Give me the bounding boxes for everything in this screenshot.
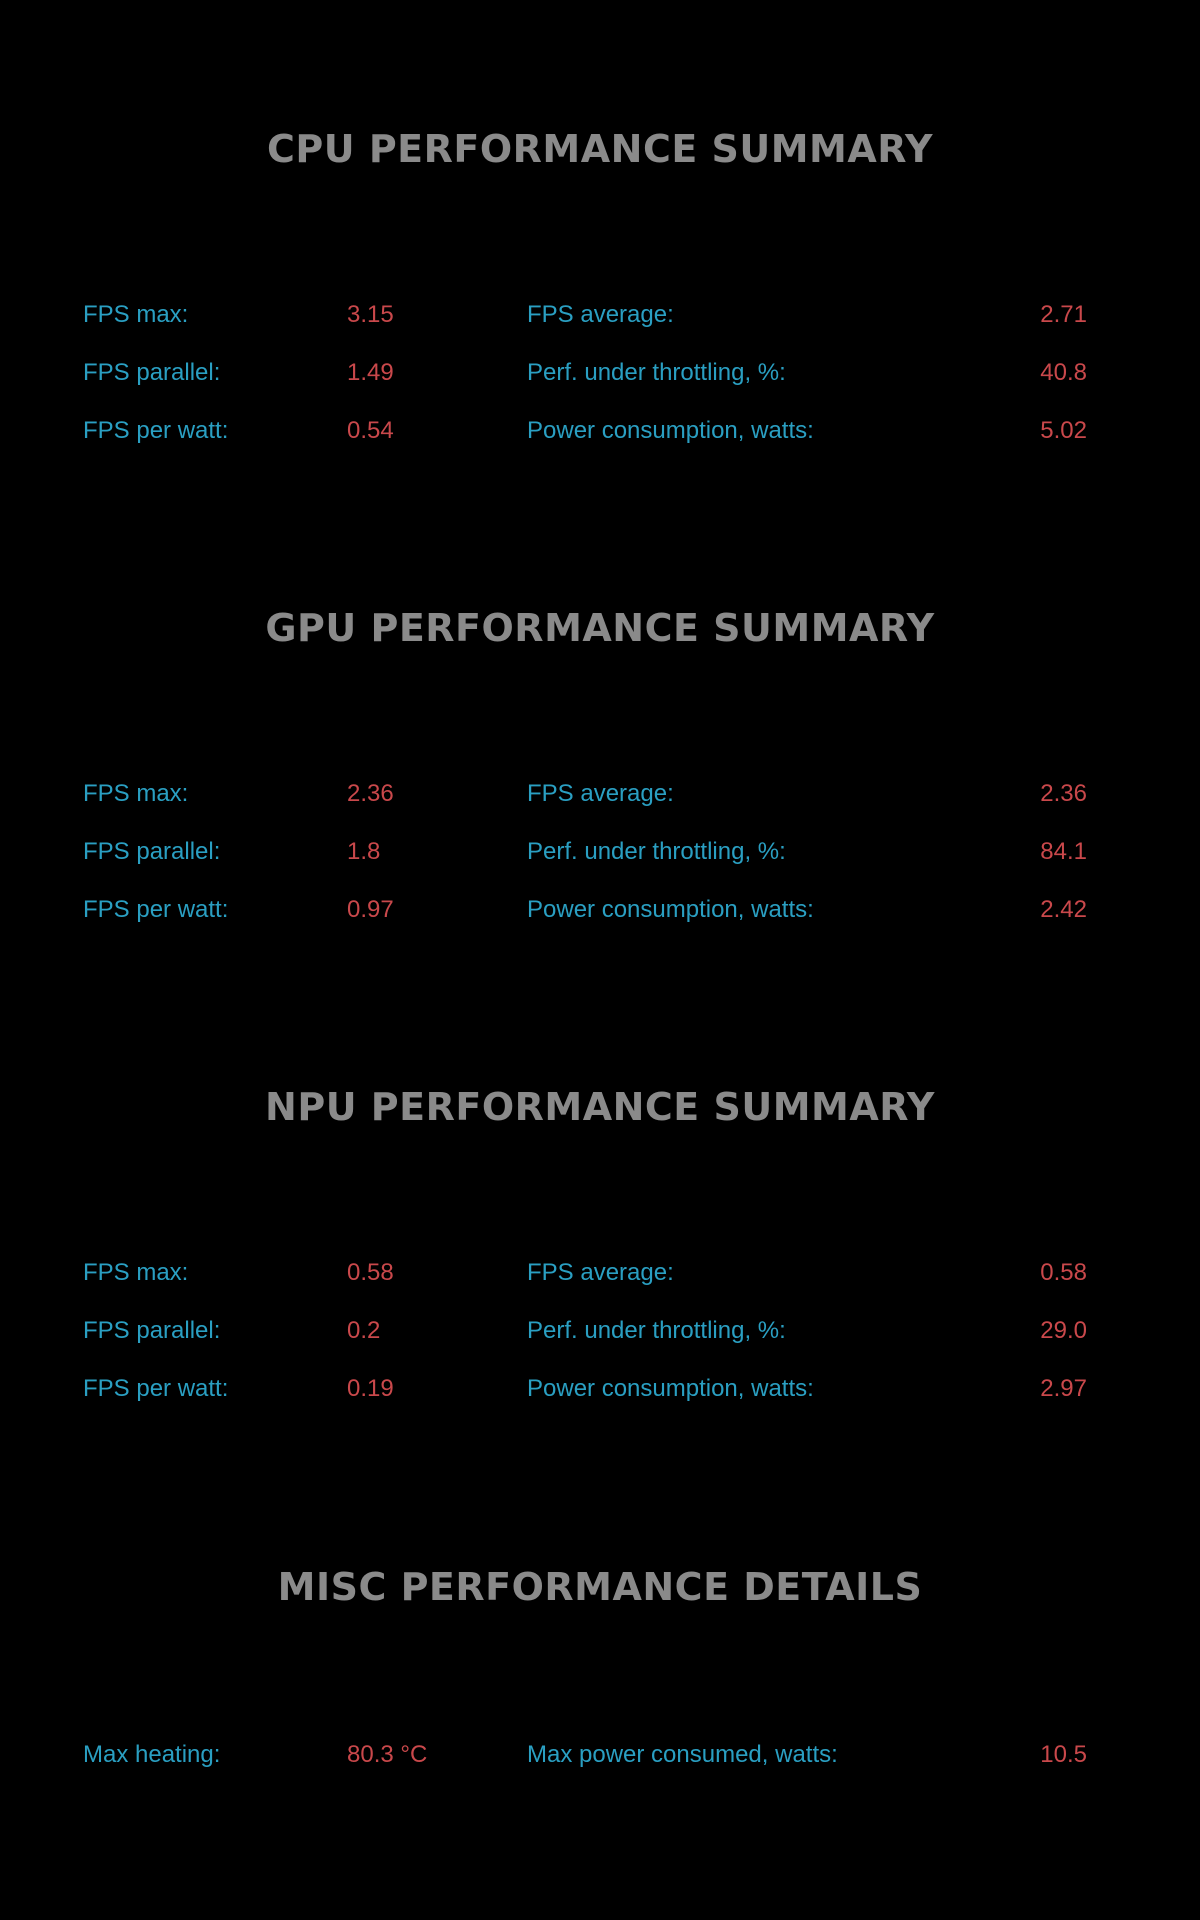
npu-throttling-value: 29.0	[1040, 1317, 1087, 1344]
cpu-row-fps-per-watt	[0, 411, 1200, 451]
cpu-fps-max-label: FPS max:	[83, 301, 189, 328]
cpu-fps-max-value: 3.15	[347, 301, 394, 328]
cpu-fps-parallel-value: 1.49	[347, 359, 394, 386]
cpu-fps-per-watt-label: FPS per watt:	[83, 417, 229, 444]
gpu-row-fps-parallel	[0, 832, 1200, 872]
cpu-power-value: 5.02	[1040, 417, 1087, 444]
npu-fps-per-watt-label: FPS per watt:	[83, 1375, 229, 1402]
cpu-row-fps-parallel	[0, 353, 1200, 393]
npu-fps-average-value: 0.58	[1040, 1259, 1087, 1286]
cpu-fps-parallel-label: FPS parallel:	[83, 359, 221, 386]
gpu-row-fps-max	[0, 774, 1200, 814]
gpu-fps-per-watt-label: FPS per watt:	[83, 896, 229, 923]
gpu-fps-parallel-label: FPS parallel:	[83, 838, 221, 865]
gpu-power-value: 2.42	[1040, 896, 1087, 923]
gpu-fps-parallel-value: 1.8	[347, 838, 381, 865]
max-power-consumed-label: Max power consumed, watts:	[527, 1741, 838, 1768]
npu-fps-max-value: 0.58	[347, 1259, 394, 1286]
misc-row-max	[0, 1735, 1200, 1775]
gpu-throttling-value: 84.1	[1040, 838, 1087, 865]
cpu-power-label: Power consumption, watts:	[527, 417, 814, 444]
npu-fps-parallel-value: 0.2	[347, 1317, 381, 1344]
cpu-fps-average-label: FPS average:	[527, 301, 674, 328]
npu-fps-parallel-label: FPS parallel:	[83, 1317, 221, 1344]
gpu-throttling-label: Perf. under throttling, %:	[527, 838, 786, 865]
gpu-power-label: Power consumption, watts:	[527, 896, 814, 923]
npu-fps-max-label: FPS max:	[83, 1259, 189, 1286]
cpu-throttling-label: Perf. under throttling, %:	[527, 359, 786, 386]
gpu-fps-max-value: 2.36	[347, 780, 394, 807]
gpu-section-title: GPU PERFORMANCE SUMMARY	[265, 606, 935, 650]
misc-section-title: MISC PERFORMANCE DETAILS	[277, 1565, 923, 1609]
gpu-fps-average-label: FPS average:	[527, 780, 674, 807]
npu-row-fps-max	[0, 1253, 1200, 1293]
npu-power-value: 2.97	[1040, 1375, 1087, 1402]
max-power-consumed-value: 10.5	[1040, 1741, 1087, 1768]
cpu-throttling-value: 40.8	[1040, 359, 1087, 386]
cpu-fps-average-value: 2.71	[1040, 301, 1087, 328]
npu-fps-average-label: FPS average:	[527, 1259, 674, 1286]
cpu-fps-per-watt-value: 0.54	[347, 417, 394, 444]
npu-row-fps-per-watt	[0, 1369, 1200, 1409]
gpu-fps-average-value: 2.36	[1040, 780, 1087, 807]
npu-power-label: Power consumption, watts:	[527, 1375, 814, 1402]
max-heating-label: Max heating:	[83, 1741, 221, 1768]
max-heating-value: 80.3 °C	[347, 1741, 428, 1768]
npu-throttling-label: Perf. under throttling, %:	[527, 1317, 786, 1344]
npu-fps-per-watt-value: 0.19	[347, 1375, 394, 1402]
cpu-row-fps-max	[0, 295, 1200, 335]
gpu-row-fps-per-watt	[0, 890, 1200, 930]
npu-row-fps-parallel	[0, 1311, 1200, 1351]
npu-section-title: NPU PERFORMANCE SUMMARY	[265, 1085, 935, 1129]
gpu-fps-per-watt-value: 0.97	[347, 896, 394, 923]
gpu-fps-max-label: FPS max:	[83, 780, 189, 807]
cpu-section-title: CPU PERFORMANCE SUMMARY	[267, 127, 933, 171]
